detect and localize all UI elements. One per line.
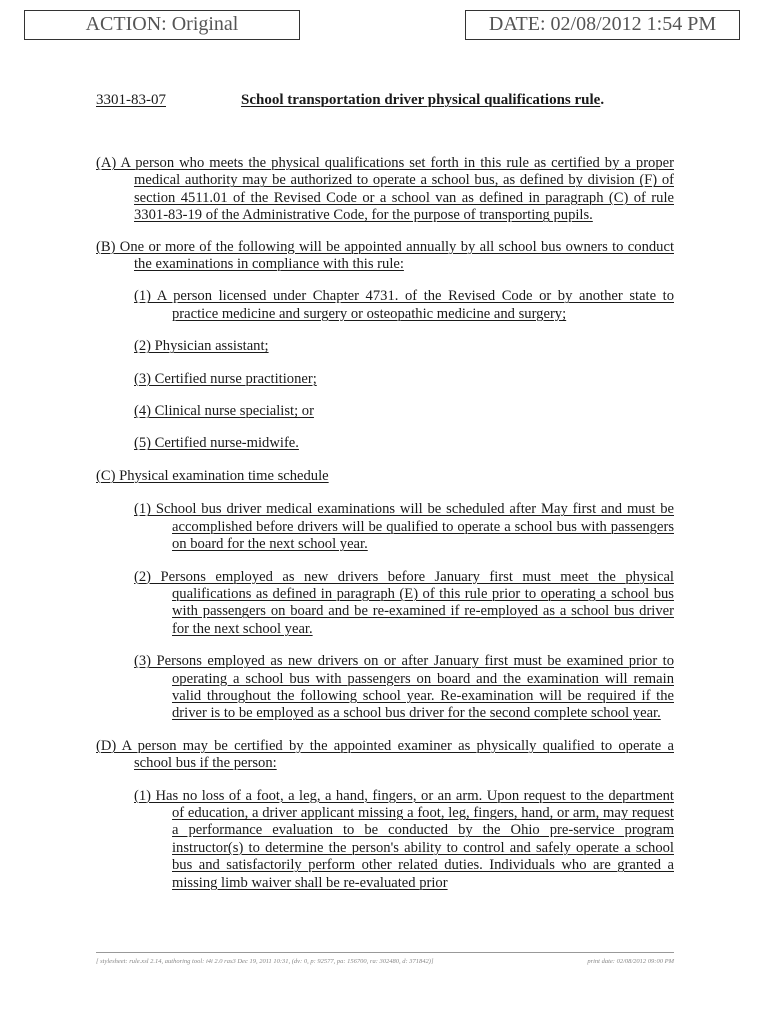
paragraph-b2-text: (2) Physician assistant; <box>134 338 269 355</box>
paragraph-d <box>96 738 674 773</box>
action-header-box <box>24 10 300 40</box>
paragraph-d1 <box>134 788 674 892</box>
action-label: ACTION: Original <box>85 13 239 35</box>
paragraph-b <box>96 239 674 274</box>
page-footer <box>96 952 674 965</box>
rule-number: 3301-83-07 <box>96 92 166 108</box>
paragraph-b1 <box>134 288 674 323</box>
paragraph-b3-text: (3) Certified nurse practitioner; <box>134 370 317 387</box>
paragraph-c1-text: (1) School bus driver medical examinations will be scheduled after May first and must be accomplished before drivers will be qualified to operate a school bus with passengers on board for the next school year. <box>134 501 674 553</box>
paragraph-a <box>96 155 674 225</box>
paragraph-b3 <box>134 371 674 388</box>
paragraph-b4-text: (4) Clinical nurse specialist; or <box>134 403 314 420</box>
rule-body <box>96 155 674 892</box>
date-label: DATE: 02/08/2012 1:54 PM <box>488 13 717 35</box>
paragraph-c1 <box>134 501 674 553</box>
paragraph-c3-text: (3) Persons employed as new drivers on or after January first must be examined prior to operating a school bus with passengers on board and the examination will remain valid throughout the following school year. Re-examination will be required if the driver is to be employed as a school bus driver for the second complete school year. <box>134 653 674 722</box>
paragraph-c <box>96 468 674 485</box>
paragraph-b-text: (B) One or more of the following will be appointed annually by all school bus owners to conduct the examinations in compliance with this rule: <box>96 238 674 273</box>
date-header-box <box>465 10 740 40</box>
paragraph-b5 <box>134 435 674 452</box>
paragraph-a-text: (A) A person who meets the physical qualifications set forth in this rule as certified by a proper medical authority may be authorized to operate a school bus, as defined by division (F) of section 4511.01 of the Revised Code or a school van as defined in paragraph (C) of rule 3301-83-19 of the Administrative Code, for the purpose of transporting pupils. <box>96 155 674 224</box>
rule-title <box>241 92 604 109</box>
paragraph-c3 <box>134 653 674 723</box>
rule-title-text: School transportation driver physical qualifications rule <box>241 92 601 108</box>
paragraph-d1-text: (1) Has no loss of a foot, a leg, a hand, fingers, or an arm. Upon request to the department of education, a driver applicant missing a foot, leg, fingers, hand, or arm, may request a performance evaluation to be conducted by the Ohio pre-service program instructor(s) to determine the person's ability to control and safely operate a school bus and satisfactorily perform other related duties. Individuals who are granted a missing limb waiver shall be re-evaluated prior <box>134 787 674 891</box>
paragraph-b1-text: (1) A person licensed under Chapter 4731. of the Revised Code or by another state to practice medicine and surgery or osteopathic medicine and surgery; <box>134 288 674 322</box>
rule-title-period: . <box>600 92 605 108</box>
paragraph-c2-text: (2) Persons employed as new drivers before January first must meet the physical qualifications as defined in paragraph (E) of this rule prior to operating a school bus with passengers on board and be re-examined if re-employed as a school bus driver for the next school year. <box>134 568 674 637</box>
footer-stylesheet-info: [ stylesheet: rule.xsl 2.14, authoring tool: i4i 2.0 ras3 Dec 19, 2011 10:31, (dv: 0, p: 92577, pa: 156700, ra: 302480, d: 371842)] <box>96 958 434 965</box>
paragraph-c-text: (C) Physical examination time schedule <box>96 467 329 484</box>
paragraph-d-text: (D) A person may be certified by the appointed examiner as physically qualified to operate a school bus if the person: <box>96 737 674 772</box>
paragraph-b2 <box>134 338 674 355</box>
paragraph-b4 <box>134 403 674 420</box>
footer-print-date: print date: 02/08/2012 09:00 PM <box>587 958 674 965</box>
paragraph-c2 <box>134 569 674 639</box>
paragraph-b5-text: (5) Certified nurse-midwife. <box>134 435 299 452</box>
